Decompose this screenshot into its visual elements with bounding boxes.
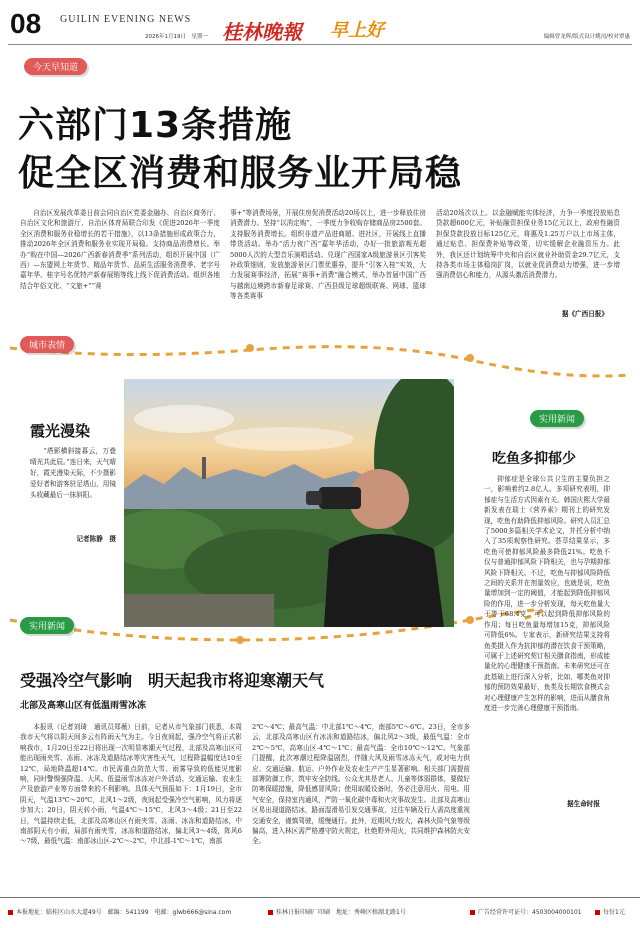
weather-article-subtitle: 北部及高寒山区有低温雨雪冰冻 xyxy=(20,701,147,711)
footer-printer: 桂林日报印刷厂印刷 地址：秀峰区榕湖北路1号 xyxy=(268,907,406,916)
fish-article-title: 吃鱼多抑郁少 xyxy=(492,451,576,467)
tag-city-expression: 城市表情 xyxy=(20,336,74,353)
photo-feature-title: 霞光漫染 xyxy=(30,422,91,440)
weather-article-col2: 2℃～4℃；最高气温：中北部1℃～4℃，南部5℃～6℃。23日，全市多云，北部及高寒山区有冰冻和道路结冰，偏北风2～3级，最低气温：全市2℃～5℃，高寒山区-4℃～1℃；最高气温：全市10℃～12℃。气象部门提醒，此次寒潮过程降温剧烈，伴随大风及雨雪冰冻天气，或对电力供应、交通运输、航运、户外作业及农业生产产生显著影响。相关部门需提前部署防御工作，筑牢安全防线。公众尤其是老人、儿童等体弱群体，要做好防寒保暖措施，降低感冒风险；使用取暖设备时，务必注意用火、用电、用气安全，保持室内通风，严防一氧化碳中毒和火灾事故发生。北部及高寒山区易出现道路结冰，路面湿滑易引发交通事故，过往车辆及行人需高度重视交通安全，谨慎驾驶，缓慢通行。此外，近期风力较大，森林火险气象等级偏高，进入林区需严格遵守防火规定，杜绝野外用火，共同维护森林防火安全。 xyxy=(252,723,470,846)
photo-sunset-photographer xyxy=(124,379,454,627)
photo-illustration xyxy=(124,379,454,627)
tag-practical-news-left: 实用新闻 xyxy=(20,617,74,634)
main-article-col2: 事+”等消费场景，开展住房促消费活动20场以上，进一步释放住房消费潜力。坚持“以消定购”，一季度力争收购存储商品房2500套。支持服务消费增长。组织非遗产品进商超、进社区，开展线上直播带货活动。举办“活力夜广西”嘉年华活动，办好一批旅游观光超5000人次的大型音乐演唱活动。兑现广西国家A级旅游景区引客奖补政策细则，发放旅游景区门票优惠券，提升“引客入桂”实效，大力发展赛事经济，拓展“赛事+消费”融合模式，举办首届中国广西与越南边境跨市新春足球赛、广西县级足球超级联赛、网球、篮球等各类赛事 xyxy=(230,209,426,301)
fish-article-body: 抑郁症是全球公共卫生的主要负担之一，影响着约2.8亿人。多项研究表明，抑郁症与生活方式因素有关。韩国庆熙大学最新发表在瑞士《营养素》期刊上的研究发现，吃鱼有助降低抑郁风险。研究人员汇总了5000多篇相关学术论文，并托分析中纳入了35项观察性研究。荟萃结果显示，多吃鱼可使抑郁风险最多降低21%。吃鱼不仅与普通抑郁风险下降相关，也与孕期抑郁风险下降相关。不过，吃鱼与抑郁风险降低之间的关系并在剂量效应，也就是说，吃鱼量增加到一定的阈值，才能起到降低抑郁风险的作用，进一步分析发现，每天吃鱼量大于等于68.4克，可以起到降低抑郁风险的作用；每日吃鱼量每增加15克，抑郁风险可降低6%。专家表示，新研究结果支持将鱼类摄入作为抗抑郁的潜在饮食干预策略，可属于上述研究契订相关膳食指南，形成能量化的心理健康干预指南。未来研究还可在此基础上进行深入分析，比如，哪类鱼对抑郁的预防效果最好，鱼类及长期饮食模式会对心理健康产生怎样的影响，进而从膳食角度进一步完善心理健康干预指南。 xyxy=(484,475,610,712)
weather-article-col1: 本报讯（记者刘琦 通讯员郑薇）日前，记者从市气象部门获悉，本周我市天气将以阴天间多云有阵雨天气为主。今日夜间起，强冷空气将正式影响我市，1月20日至22日将出现一次明显寒潮天气过程，北部及高寒山区可能出现雨夹雪、冻雨、冰冻及道路结冰等灾害性天气，过程降温幅度达10至12℃，局地降温超14℃。市民需重点防范大雪、雨雾导致的低能见度影响，同时警惕强降温、大风、低温雨雪冰冻对户外活动、交通运输、农业生产及旅游产业等方面带来的不利影响。具体天气预报如下：1月19日，全市阴天，气温13℃～20℃，北风1～2级，夜间起受强冷空气影响，风力将逐步加大；20日，阴天转小雨，气温4℃～15℃，北风3～4级；21日至22日，气温持续走低，北部及高寒山区有雨夹雪、冻雨、冰冻和道路结冰，中南部阴天有小雨，局部有雨夹雪，冰冻和道路结冰，偏北风3～4级，阵风6～7级，最低气温：南部冰山区-2℃～-2℃，中北部-1℃～1℃，南部 xyxy=(20,723,242,846)
main-article-col3: 活动20场次以上。以金融赋能实体经济，力争一季度投放贴息贷款超600亿元，补贴融资担保业务15亿元以上，政府性融资担保贷款投放目标125亿元，将惠及1.25万户以上市场主体，通过贴息、担保费补贴等政策，切实缓解企业融资压力。此外，我区还计划统筹中央和自治区就业补助资金29.7亿元，支持各类市场主体稳岗扩岗，以就业促消费动力增强，进一步增强消费信心和能力，从源头激活消费潜力。 xyxy=(436,209,620,280)
fish-article-signoff: 据生命时报 xyxy=(567,800,600,808)
issue-date: 2026年1月19日 星期一 xyxy=(145,34,208,40)
paper-name: GUILIN EVENING NEWS xyxy=(60,14,192,25)
footer-address: 本报地址：临桂区山水大道49号 邮编：541199 电邮：glwb666@sina.com xyxy=(8,907,231,916)
photo-feature-caption: “塔影横斜接暮云，万叠晴光共此辰。”连日来，天气晴好，霞光漫染天际，不少摄影爱好者和游客驻足塔山，用镜头收藏最后一抹斜阳。 xyxy=(30,447,116,499)
tag-today: 今天早知道 xyxy=(24,58,87,75)
photo-credit: 记者陈静 摄 xyxy=(76,535,116,543)
footer-license: 广告经营许可证号：4503004000101 xyxy=(470,907,582,916)
page-number: 08 xyxy=(10,8,42,39)
header-divider xyxy=(8,44,632,45)
main-headline-line2: 促全区消费和服务业开局稳 xyxy=(18,153,463,194)
main-headline-line1: 六部门13条措施 xyxy=(18,105,293,146)
weather-article-title: 受强冷空气影响 明天起我市将迎寒潮天气 xyxy=(20,671,325,690)
page-footer xyxy=(0,897,640,928)
main-article-col1: 自治区发展改革委日前会同自治区党委金融办、自治区商务厅、自治区文化和旅游厅、自治区体育局联合印发《促进2026年一季度全区消费和服务业稳增长的若干措施》，以13条措施形成政策合力，推动2026年全区消费和服务业实现开局稳。支持商品消费增长。举办“购在中国—2026广西新春消费季”系列活动，组织开展中国（广西）—东盟网上年货节、精品年货节、品质生活服务消费季、老字号嘉年华、桂字号名优特产新春展销等线上线下促消费活动。组织各地结合年俗文化、“文旅+”“赛 xyxy=(20,209,220,290)
section-title: 早上好 xyxy=(330,20,384,41)
tag-practical-news-right: 实用新闻 xyxy=(530,410,584,427)
main-article-signoff: 据《广西日报》 xyxy=(561,310,608,318)
footer-price: 每份1元 xyxy=(595,907,625,916)
editors-credit: 编辑曾龙晖/版式设计姚闰/校对覃惠 xyxy=(543,34,630,40)
masthead-logo: 桂林晚報 xyxy=(222,20,302,44)
